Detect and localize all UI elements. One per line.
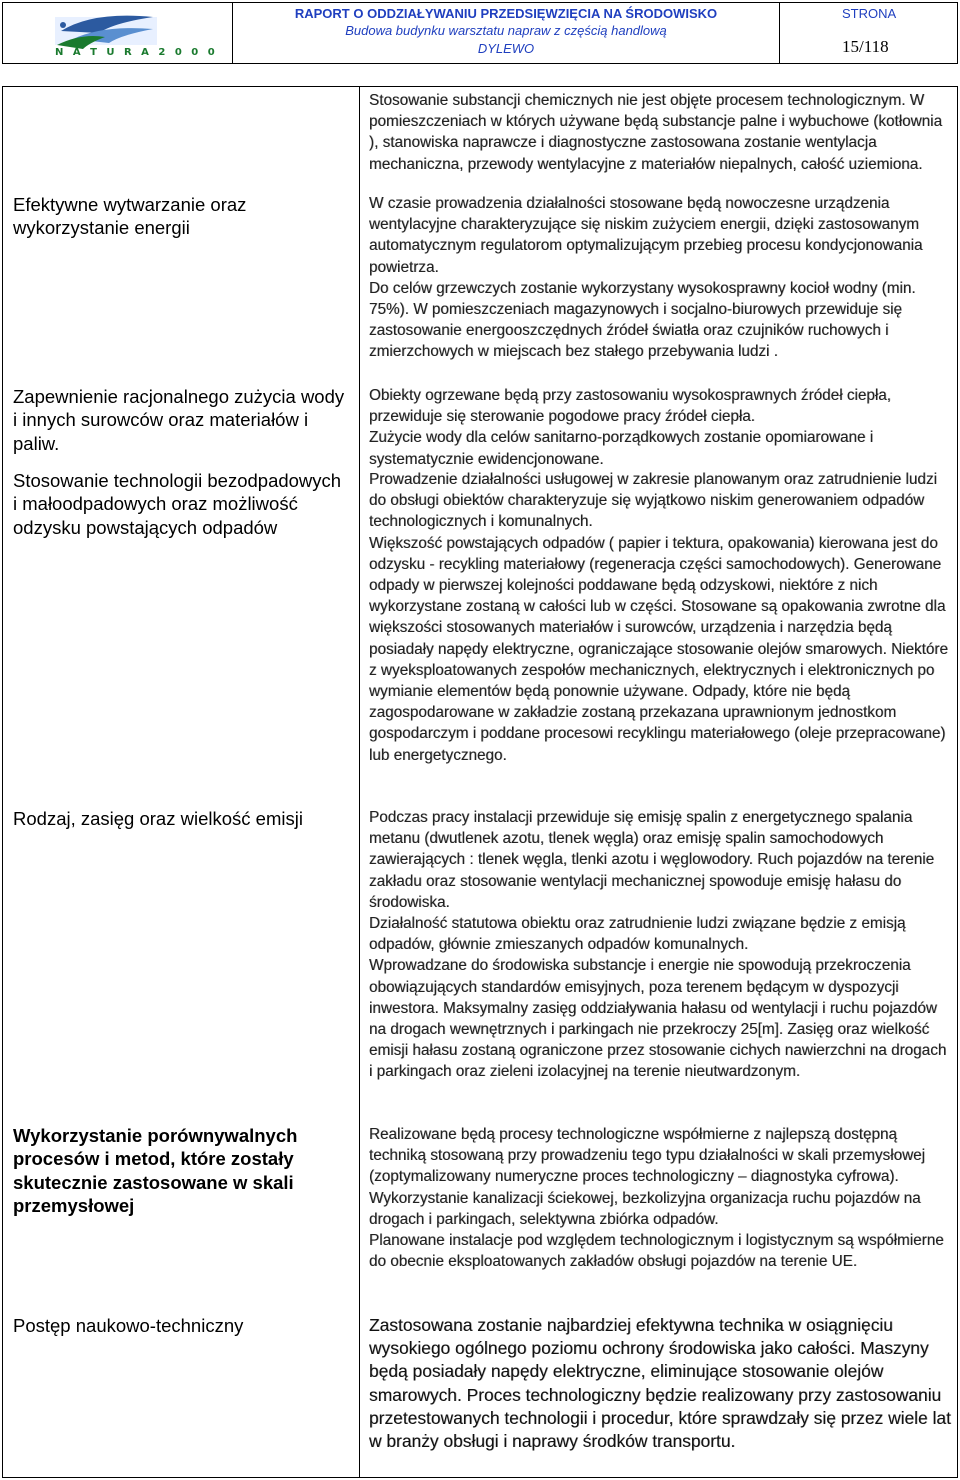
section-label-progress: Postęp naukowo-techniczny: [13, 1315, 244, 1336]
paragraph: Do celów grzewczych zostanie wykorzystany wysokosprawny kocioł wodny (min. 75%). W pomieszczeniach magazynowych i socjalno-biurowych przewiduje się zastosowanie energooszczędnych źródeł światła oraz czujników ruchowych i zmierzchowych w miejscach bez stałego przebywania ludzi .: [369, 279, 916, 361]
paragraph: Działalność statutowa obiektu oraz zatrudnienie ludzi związane będzie z emisją odpadów, głównie zmieszanych odpadów komunalnych.: [369, 915, 906, 954]
column-divider: [359, 87, 360, 1477]
paragraph: W czasie prowadzenia działalności stosowane będą nowoczesne urządzenia wentylacyjne charakteryzujące się niskim zużyciem energii, dzięki zastosowanym automatycznym regulatorom optymalizującym przebieg procesu kondycjonowania powietrza.: [369, 195, 923, 276]
paragraph: Zastosowana zostanie najbardziej efektywna technika w osiągnięciu wysokiego ogólnego poziomu ochrony środowiska jako całości. Maszyny będą posiadały napędy elektryczne, eliminujące stosowanie olejów smarowych. Proces technologiczny będzie realizowany przy zastosowaniu przetestowanych technologii i procedur, które sprawdzały się przez wiele lat w branży obsługi i naprawy środków transportu.: [369, 1315, 951, 1452]
report-title: RAPORT O ODDZIAŁYWANIU PRZEDSIĘWZIĘCIA NA ŚRODOWISKO: [294, 6, 718, 21]
section-label-methods: Wykorzystanie porównywalnych procesów i metod, które zostały skutecznie zastosowane w skali przemysłowej: [13, 1125, 298, 1216]
section-label-waste: Stosowanie technologii bezodpadowych i małoodpadowych oraz możliwość odzysku powstających odpadów: [13, 470, 342, 538]
content-table: [2, 86, 958, 1478]
paragraph: Obiekty ogrzewane będą przy zastosowaniu wysokosprawnych źródeł ciepła, przewiduje się sterowanie pogodowe pracy źródeł ciepła.: [369, 387, 892, 426]
page-header: [2, 2, 958, 64]
section-text-chemicals: [369, 90, 951, 175]
paragraph: Realizowane będą procesy technologiczne współmierne z najlepszą dostępną techniką stosowaną przy prowadzeniu tego typu działalności w skali przemysłowej (zoptymalizowany numeryczne proces technologiczny – diagnostyka cyfrowa).: [369, 1126, 926, 1186]
paragraph: Podczas pracy instalacji przewiduje się emisję spalin z energetycznego spalania metanu (dwutlenek azotu, tlenek węgla) oraz emisję spalin samochodowych zawierających : tlenek węgla, tlenki azotu i węglowodory. Ruch pojazdów na terenie zakładu oraz stosowanie wentylacji mechanicznej spowoduje emisję hałasu do środowiska.: [369, 809, 935, 911]
paragraph: Zużycie wody dla celów sanitarno-porządkowych zostanie opomiarowane i systematycznie ewidencjonowane.: [369, 429, 874, 468]
project-location: DYLEWO: [477, 41, 535, 56]
paragraph: Wykorzystanie kanalizacji ściekowej, bezkolizyjna organizacja ruchu pojazdów na drogach i parkingach, selektywna zbiórka odpadów.: [369, 1189, 921, 1228]
section-label-emissions: Rodzaj, zasięg oraz wielkość emisji: [13, 808, 303, 829]
natura-2000-logo: [3, 3, 233, 63]
page-label: STRONA: [842, 6, 897, 21]
logo-text: N A T U R A 2 0 0 0: [55, 47, 218, 58]
page-info: [780, 3, 957, 63]
project-name: Budowa budynku warsztatu napraw z częścią handlową: [345, 23, 667, 38]
section-text-waste: [369, 469, 951, 766]
section-label-resources: Zapewnienie racjonalnego zużycia wody i innych surowców oraz materiałów i paliw.: [13, 386, 345, 454]
section-text-resources: [369, 385, 951, 470]
section-text-energy: [369, 193, 951, 363]
paragraph: Wprowadzane do środowiska substancje i energie nie spowodują przekroczenia obowiązujących standardów emisyjnych, poza terenem będącym w dyspozycji inwestora. Maksymalny zasięg oddziaływania hałasu od wentylacji i ruchu pojazdów na drogach wewnętrznych i parkingach nie przekroczy 25[m]. Zasięg oraz wielkość emisji hałasu zostaną ograniczone przez stosowanie cichych nawierzchni na drogach i parkingach oraz zieleni izolacyjnej na terenie nieutwardzonym.: [369, 957, 947, 1081]
paragraph: Prowadzenie działalności usługowej w zakresie planowanym oraz zatrudnienie ludzi do obsługi obiektów charakteryzuje się wyjątkowo niskim generowaniem odpadów technologicznych i komunalnych.: [369, 471, 937, 531]
page-number: 15/118: [842, 37, 889, 56]
section-text-progress: [369, 1314, 951, 1453]
section-text-emissions: [369, 807, 951, 1083]
paragraph: Większość powstających odpadów ( papier i tektura, opakowania) kierowana jest do odzysku - recykling materiałowy (regeneracja części samochodowych). Generowane odpady w pierwszej kolejności poddawane będą odzyskowi, niektóre z nich wykorzystane zostaną w całości lub w części. Stosowane są opakowania zwrotne dla większości stosowanych materiałów i surowców, urządzenia i narzędzia będą posiadały napędy elektryczne, ograniczające stosowanie olejów smarowych. Niektóre z wyeksploatowanych zespołów mechanicznych, elektrycznych i elektronicznych po wymianie elementów będą ponownie używane. Odpady, które nie będą zagospodarowane w zakładzie zostaną przekazana uprawnionym jednostkom gospodarczym i poddane procesowi recyklingu materiałowego (oleje przepracowane) lub energetycznego.: [369, 534, 949, 764]
paragraph: Planowane instalacje pod względem technologicznym i logistycznym są współmierne do obecnie eksploatowanych zakładów obsługi pojazdów na terenie UE.: [369, 1232, 944, 1271]
paragraph: Stosowanie substancji chemicznych nie jest objęte procesem technologicznym. W pomieszczeniach w których używane będą substancje palne i wybuchowe (kotłownia ), stanowiska naprawcze i diagnostyczne zastosowana zostanie wentylacja mechaniczna, przewody wentylacyjne z materiałów niepalnych, całość uziemiona.: [369, 92, 943, 173]
header-titles: [233, 3, 780, 63]
section-text-methods: [369, 1124, 951, 1272]
section-label-energy: Efektywne wytwarzanie oraz wykorzystanie energii: [13, 194, 247, 239]
